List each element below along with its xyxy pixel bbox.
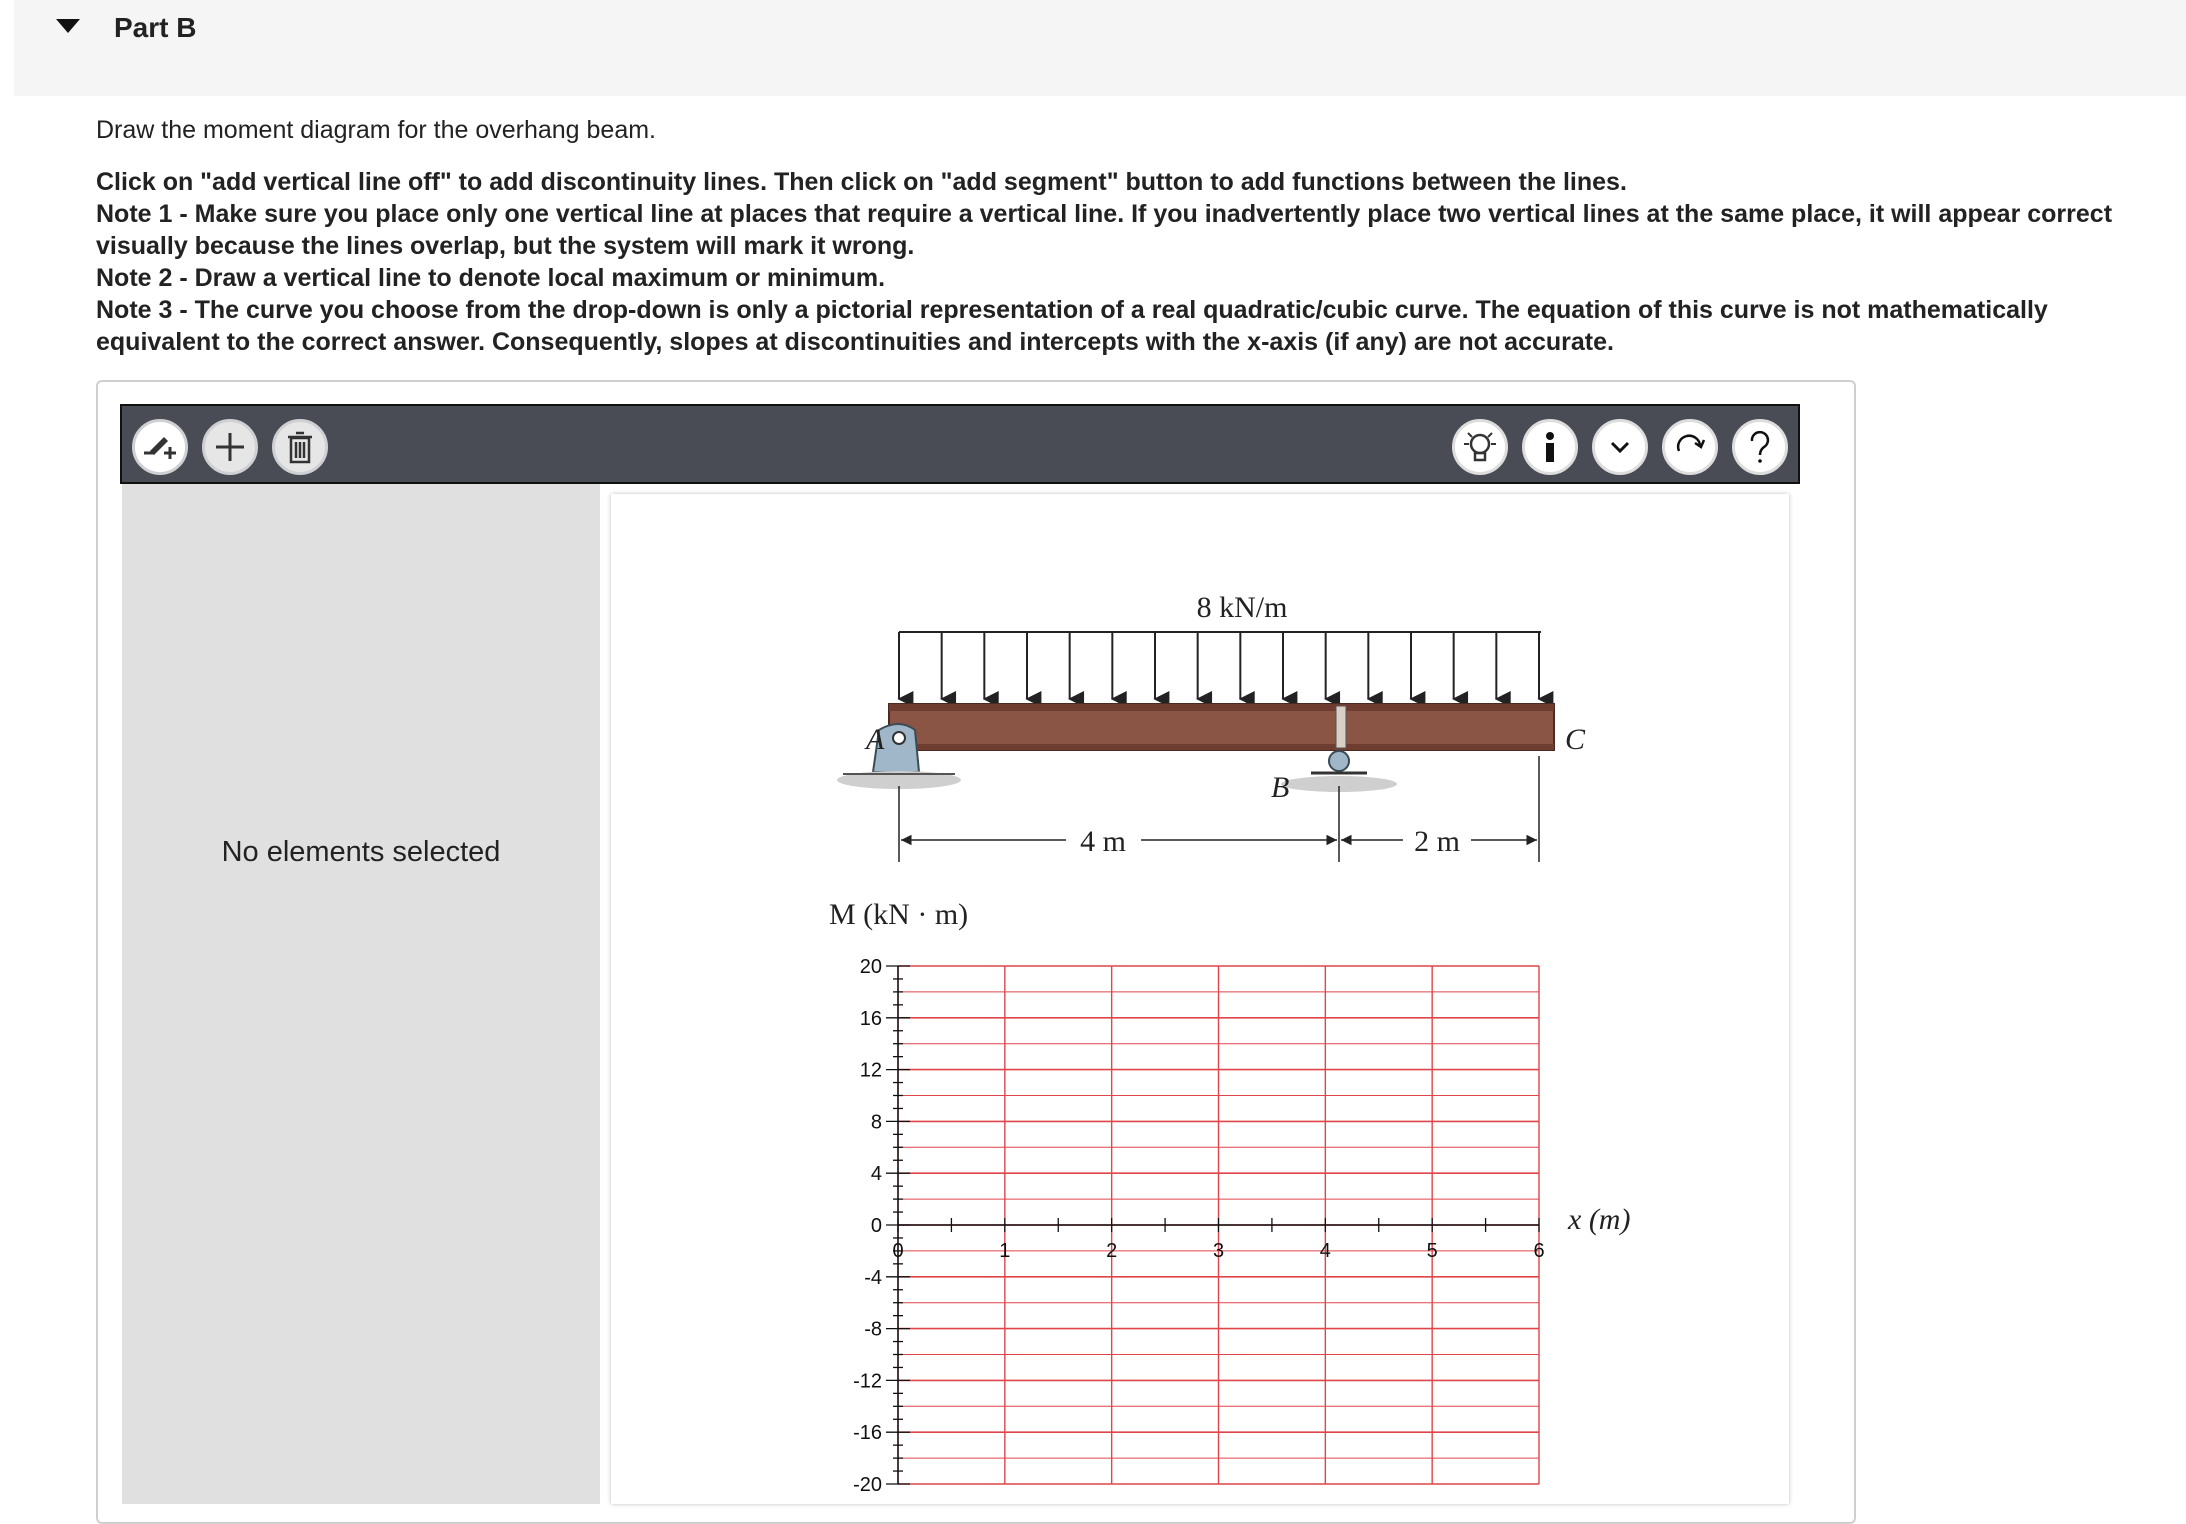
y-tick-label: 12: [859, 1059, 882, 1082]
question-icon: [1740, 427, 1780, 467]
y-tick-label: 0: [870, 1215, 882, 1237]
x-tick-label: 5: [1426, 1240, 1438, 1262]
delete-button[interactable]: [272, 419, 328, 475]
y-tick-label: -16: [853, 1422, 882, 1445]
dropdown-button[interactable]: [1592, 419, 1648, 475]
moment-plot[interactable]: [829, 898, 1630, 1496]
trash-icon: [280, 427, 320, 467]
beam-figure: [837, 591, 1586, 862]
reset-button[interactable]: [1662, 419, 1718, 475]
properties-panel: [122, 484, 600, 1504]
add-vertical-line-button[interactable]: [132, 419, 188, 475]
instruction-line: Click on "add vertical line off" to add discontinuity lines. Then click on "add segment" button to add functions between the lines.: [96, 168, 1627, 196]
intro-text: Draw the moment diagram for the overhang beam.: [96, 116, 656, 144]
help-button[interactable]: [1732, 419, 1788, 475]
y-tick-label: -20: [853, 1474, 882, 1496]
y-tick-label: -12: [853, 1370, 882, 1393]
hint-button[interactable]: [1452, 419, 1508, 475]
y-tick-label: 8: [870, 1111, 882, 1134]
part-header[interactable]: [14, 0, 2186, 96]
info-icon: [1530, 427, 1570, 467]
y-tick-label: 20: [859, 956, 882, 978]
note-1: Note 1 - Make sure you place only one vertical line at places that require a vertical line. If you inadvertently place two vertical lines at the same place, it will appear correct visually because the lines overlap, but the system will mark it wrong.: [96, 200, 2113, 260]
y-tick-label: 4: [870, 1163, 882, 1186]
drawing-canvas[interactable]: [611, 494, 1789, 1504]
distributed-load-arrows: [899, 632, 1539, 699]
plus-icon: [210, 427, 250, 467]
roller-support-b: [1281, 751, 1397, 792]
lightbulb-icon: [1460, 427, 1500, 467]
pencil-plus-icon: [140, 427, 180, 467]
plot-axes: [853, 956, 1544, 1496]
x-tick-label: 2: [1106, 1240, 1118, 1262]
add-segment-button[interactable]: [202, 419, 258, 475]
selection-status: No elements selected: [221, 836, 501, 868]
x-tick-label: 4: [1319, 1240, 1331, 1262]
y-axis-label: M (kN · m): [829, 898, 969, 931]
chevron-down-icon: [1600, 427, 1640, 467]
load-label: 8 kN/m: [1196, 591, 1288, 624]
collapse-triangle-icon[interactable]: [56, 19, 80, 33]
toolbar: [120, 404, 1800, 484]
end-c-label: C: [1565, 723, 1586, 756]
support-b-label: B: [1271, 771, 1290, 804]
diagram-svg[interactable]: [611, 494, 1789, 1504]
y-tick-label: 16: [859, 1007, 882, 1030]
y-tick-label: -4: [864, 1266, 882, 1289]
part-title: Part B: [114, 12, 197, 43]
span-ab-label: 4 m: [1080, 825, 1126, 858]
x-tick-label: 6: [1533, 1240, 1545, 1262]
note-3: Note 3 - The curve you choose from the drop-down is only a pictorial representation of a real quadratic/cubic curve. The equation of this curve is not mathematically equivalent to the correct answer. Consequently, slopes at discontinuities and intercepts with the x-axis (if any) are not accurate.: [96, 296, 2048, 356]
note-2: Note 2 - Draw a vertical line to denote local maximum or minimum.: [96, 264, 886, 292]
beam-bottom-flange: [889, 744, 1554, 750]
x-tick-label: 0: [892, 1240, 904, 1262]
beam-top-flange: [889, 704, 1554, 711]
x-axis-label: x (m): [1568, 1203, 1631, 1236]
instructions: [96, 114, 2176, 358]
span-bc-label: 2 m: [1414, 825, 1460, 858]
y-tick-label: -8: [864, 1318, 882, 1341]
beam-splice: [1336, 706, 1346, 748]
info-button[interactable]: [1522, 419, 1578, 475]
support-a-label: A: [866, 723, 885, 756]
x-tick-label: 3: [1212, 1240, 1225, 1262]
redo-icon: [1670, 427, 1710, 467]
x-tick-label: 1: [999, 1240, 1011, 1262]
